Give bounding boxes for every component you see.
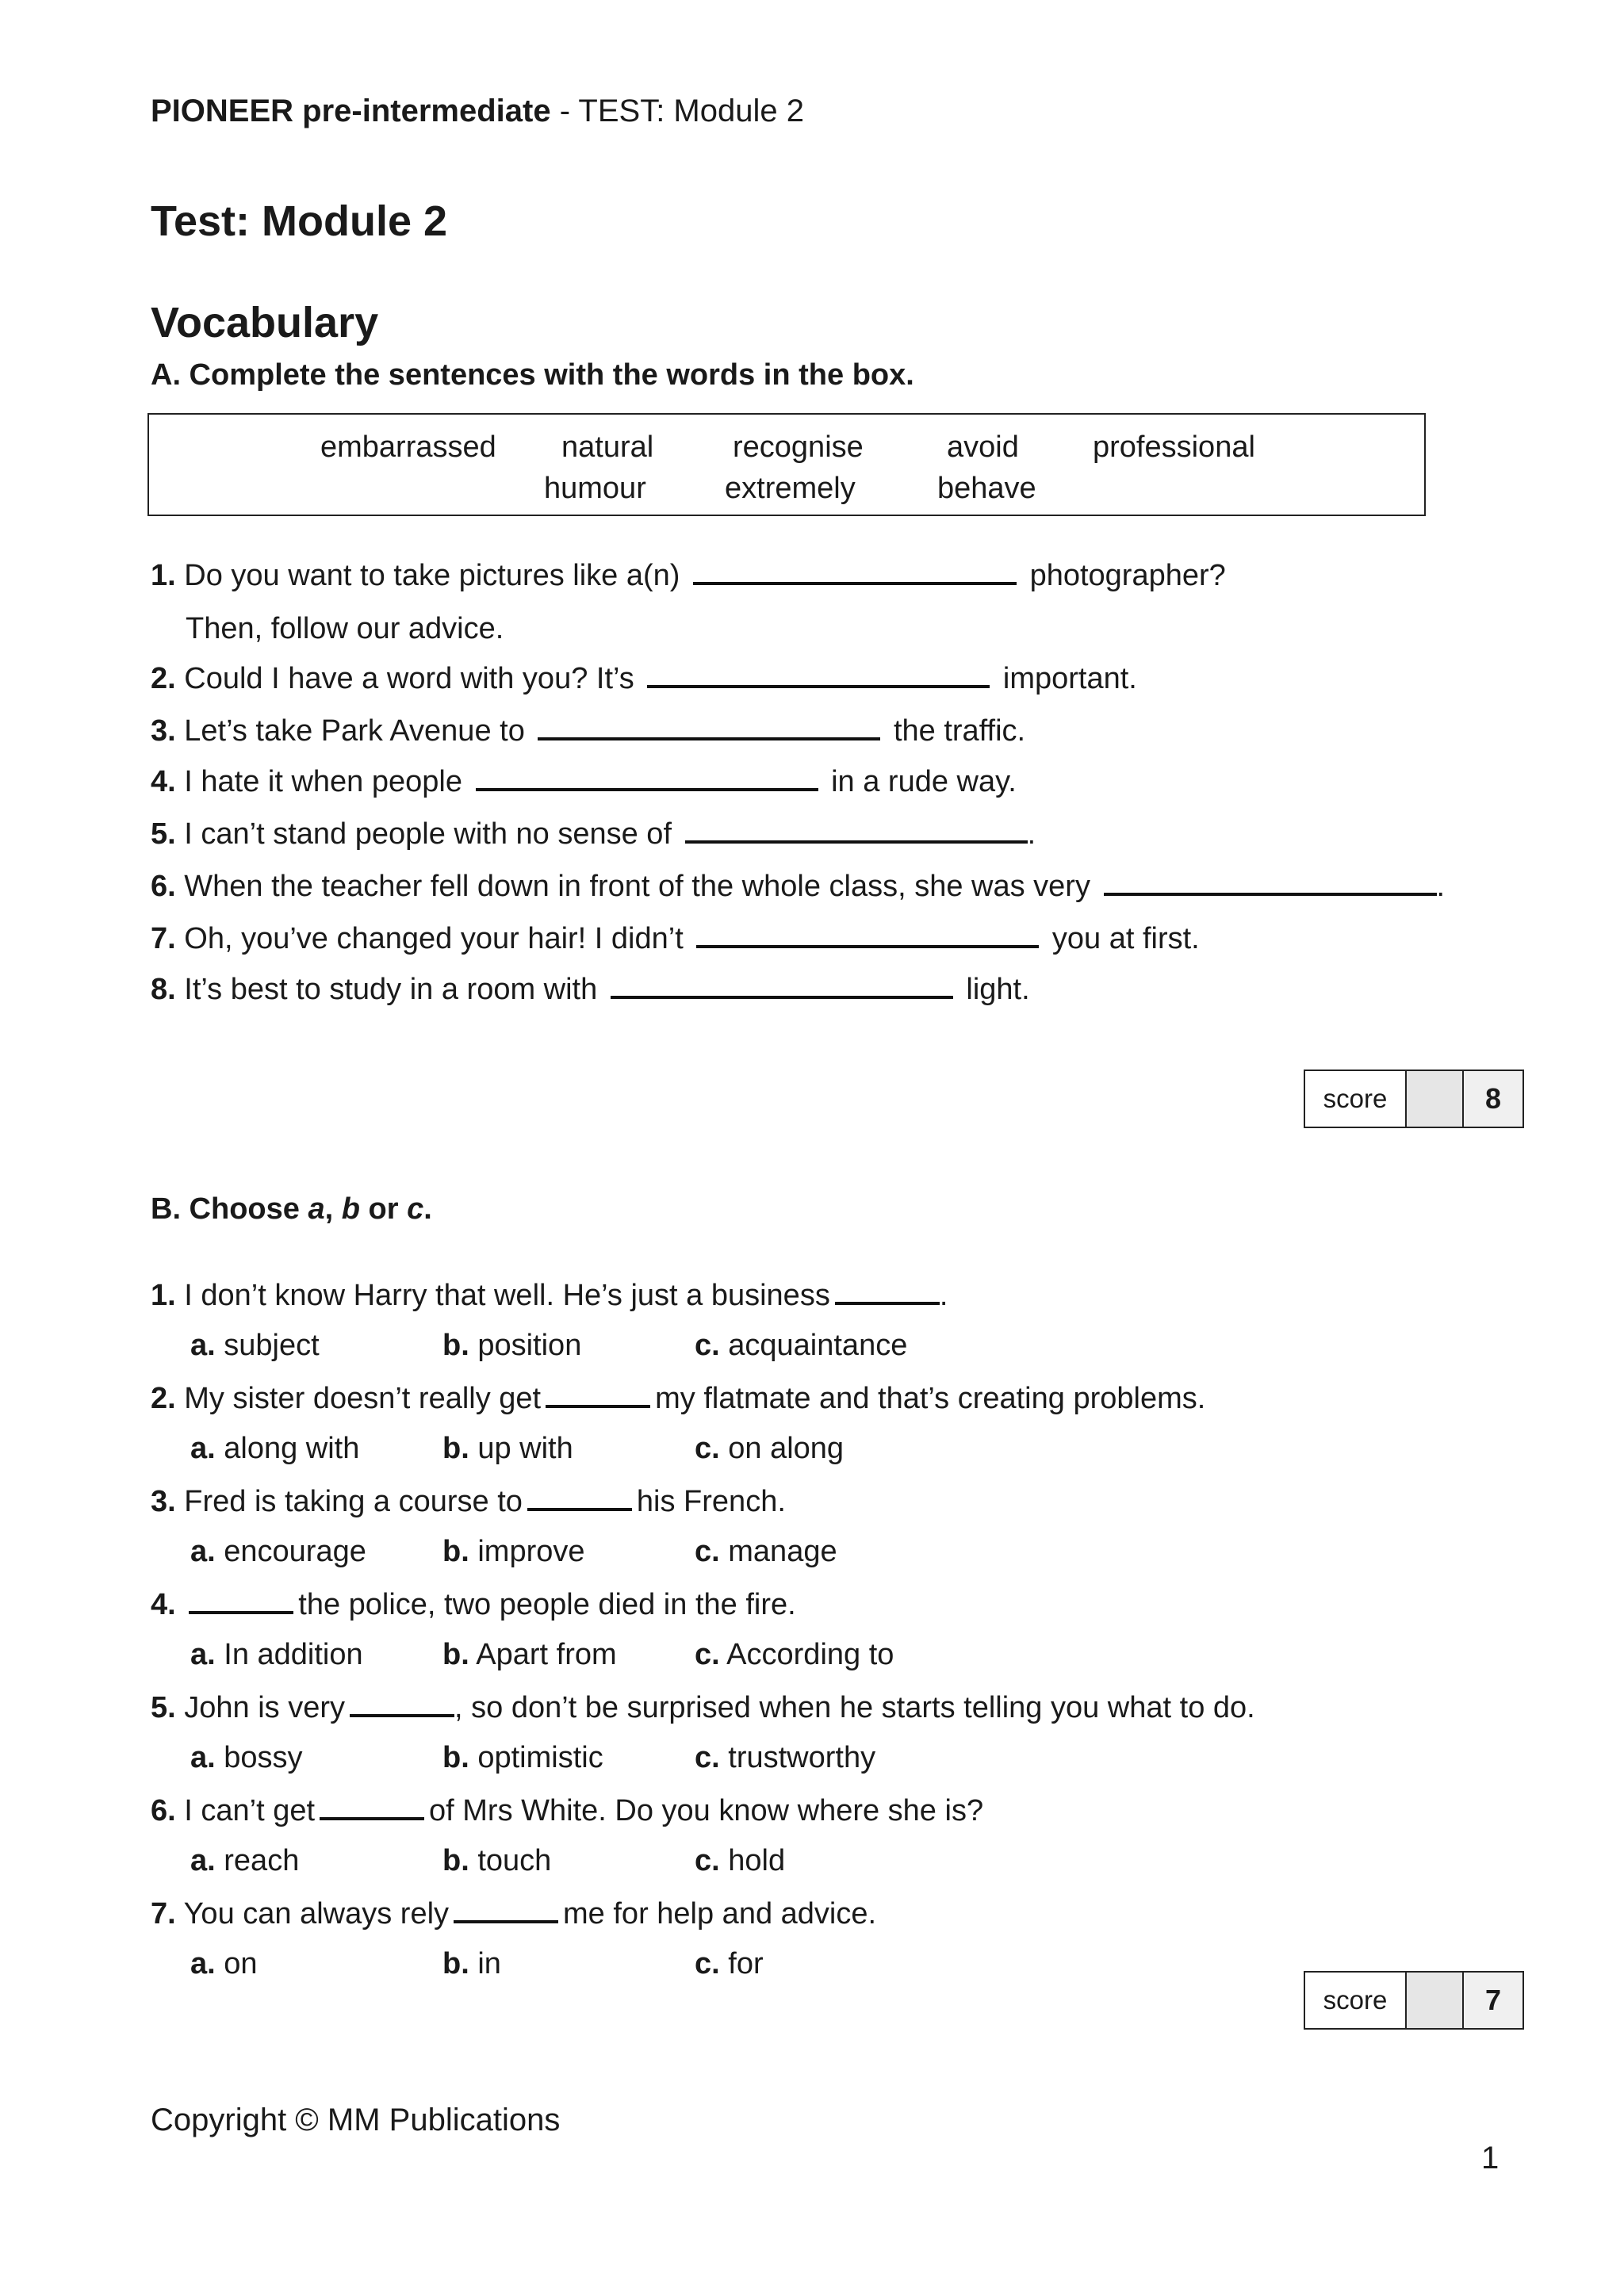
answer-blank[interactable] — [1104, 869, 1437, 896]
page-number: 1 — [1481, 2141, 1500, 2175]
question-text-before: It’s best to study in a room with — [184, 973, 598, 1006]
option-c[interactable] — [695, 1638, 894, 1672]
option-text: position — [477, 1329, 582, 1362]
score-entry-field[interactable] — [1407, 1071, 1464, 1127]
option-c[interactable] — [695, 1432, 844, 1466]
question-text-after: . — [1027, 817, 1036, 851]
score-box-a — [1304, 1070, 1524, 1128]
option-text: for — [728, 1947, 764, 1980]
question-number: 6. — [151, 1794, 176, 1827]
option-text: In addition — [224, 1638, 363, 1671]
question-number: 1. — [151, 1279, 176, 1312]
option-letter: b. — [442, 1844, 469, 1877]
a-question-8 — [151, 972, 1030, 1007]
question-text-before: Do you want to take pictures like a(n) — [184, 559, 680, 592]
option-letter: a. — [190, 1844, 216, 1877]
answer-blank[interactable] — [476, 764, 818, 791]
answer-blank[interactable] — [350, 1690, 454, 1717]
header-rest: - TEST: Module 2 — [550, 94, 804, 128]
word-box — [147, 413, 1426, 516]
a-question-5 — [151, 817, 1036, 851]
question-number: 5. — [151, 817, 176, 851]
option-letter: c. — [695, 1535, 720, 1568]
instr-or: or — [359, 1192, 408, 1226]
question-text-before: When the teacher fell down in front of the whole class, she was very — [184, 870, 1090, 903]
word-professional: professional — [1093, 430, 1255, 464]
answer-blank[interactable] — [647, 661, 990, 688]
b-question-1 — [151, 1278, 948, 1313]
option-letter: b. — [442, 1741, 469, 1774]
option-letter: c. — [695, 1432, 720, 1465]
question-number: 2. — [151, 662, 176, 695]
option-text: on along — [728, 1432, 845, 1465]
option-a[interactable] — [190, 1741, 303, 1775]
question-text-after: his French. — [636, 1485, 786, 1518]
word-behave: behave — [937, 472, 1036, 505]
b-question-4 — [151, 1587, 796, 1622]
score-max: 8 — [1464, 1071, 1522, 1127]
question-number: 3. — [151, 1485, 176, 1518]
question-number: 4. — [151, 765, 176, 798]
option-text: bossy — [224, 1741, 303, 1774]
question-text-after: , so don’t be surprised when he starts telling you what to do. — [454, 1691, 1255, 1724]
section-title: Vocabulary — [151, 299, 379, 346]
question-text-before: Oh, you’ve changed your hair! I didn’t — [184, 922, 684, 955]
option-text: improve — [477, 1535, 585, 1568]
question-text-before: I can’t stand people with no sense of — [184, 817, 672, 851]
option-letter: a. — [190, 1432, 216, 1465]
question-text-after: my flatmate and that’s creating problems. — [655, 1382, 1206, 1415]
option-a[interactable] — [190, 1432, 359, 1466]
question-number: 5. — [151, 1691, 176, 1724]
option-a[interactable] — [190, 1329, 320, 1363]
question-text-before: Fred is taking a course to — [184, 1485, 523, 1518]
question-text-before: You can always rely — [183, 1897, 450, 1931]
question-text-after: photographer? — [1029, 559, 1226, 592]
option-b[interactable] — [442, 1844, 551, 1878]
b-question-2 — [151, 1381, 1205, 1416]
option-text: optimistic — [477, 1741, 603, 1774]
question-text-after: in a rude way. — [831, 765, 1017, 798]
instr-sep: , — [324, 1192, 342, 1226]
question-number: 4. — [151, 1588, 176, 1621]
question-text-before: John is very — [184, 1691, 346, 1724]
question-text-before: Let’s take Park Avenue to — [184, 714, 525, 748]
option-c[interactable] — [695, 1844, 785, 1878]
option-b[interactable] — [442, 1535, 585, 1569]
option-letter: a. — [190, 1947, 216, 1980]
score-entry-field[interactable] — [1407, 1973, 1464, 2028]
question-text-before: I don’t know Harry that well. He’s just a business — [184, 1279, 830, 1312]
option-letter: c. — [695, 1741, 720, 1774]
part-b-instruction — [151, 1192, 432, 1226]
header-brand: PIONEER pre-intermediate — [151, 94, 551, 128]
option-letter: a. — [190, 1535, 216, 1568]
option-a[interactable] — [190, 1638, 363, 1672]
question-number: 7. — [151, 1897, 176, 1931]
option-text: touch — [477, 1844, 552, 1877]
part-a-instruction: A. Complete the sentences with the words in the box. — [151, 358, 914, 392]
score-label: score — [1305, 1973, 1407, 2028]
a-question-7 — [151, 921, 1200, 956]
option-text: acquaintance — [728, 1329, 908, 1362]
a-question-6 — [151, 869, 1445, 904]
option-c[interactable] — [695, 1741, 875, 1775]
option-letter: c. — [695, 1947, 720, 1980]
option-text: According to — [726, 1638, 894, 1671]
option-b[interactable] — [442, 1947, 501, 1981]
word-recognise: recognise — [733, 430, 864, 464]
instr-end: . — [423, 1192, 432, 1226]
question-text-before: I hate it when people — [184, 765, 462, 798]
option-text: on — [224, 1947, 258, 1980]
option-text: manage — [728, 1535, 837, 1568]
question-number: 7. — [151, 922, 176, 955]
option-a[interactable] — [190, 1844, 299, 1878]
question-text-before: Could I have a word with you? It’s — [184, 662, 634, 695]
option-text: hold — [728, 1844, 786, 1877]
option-c[interactable] — [695, 1329, 907, 1363]
answer-blank[interactable] — [611, 972, 953, 999]
option-letter: a. — [190, 1638, 216, 1671]
option-letter: b. — [442, 1535, 469, 1568]
option-b[interactable] — [442, 1741, 603, 1775]
option-text: subject — [224, 1329, 320, 1362]
option-text: up with — [477, 1432, 573, 1465]
question-number: 1. — [151, 559, 176, 592]
question-number: 2. — [151, 1382, 176, 1415]
a-question-1-continuation: Then, follow our advice. — [186, 612, 504, 645]
question-text-before: I can’t get — [184, 1794, 316, 1827]
question-number: 8. — [151, 973, 176, 1006]
question-text-after: of Mrs White. Do you know where she is? — [429, 1794, 984, 1827]
option-c[interactable] — [695, 1535, 837, 1569]
option-text: reach — [224, 1844, 300, 1877]
option-letter: b. — [442, 1638, 469, 1671]
b-question-6 — [151, 1793, 983, 1828]
b-question-3 — [151, 1484, 786, 1519]
question-text-after: the police, two people died in the fire. — [298, 1588, 796, 1621]
answer-blank[interactable] — [527, 1484, 632, 1511]
option-a[interactable] — [190, 1947, 258, 1981]
a-question-1 — [151, 558, 1226, 593]
test-title: Test: Module 2 — [151, 197, 448, 245]
answer-blank[interactable] — [189, 1587, 293, 1614]
question-text-after: . — [1436, 870, 1446, 903]
question-number: 3. — [151, 714, 176, 748]
answer-blank[interactable] — [693, 558, 1017, 585]
word-avoid: avoid — [947, 430, 1019, 464]
option-b[interactable] — [442, 1329, 581, 1363]
option-text: encourage — [224, 1535, 366, 1568]
question-text-after: the traffic. — [893, 714, 1026, 748]
word-humour: humour — [544, 472, 646, 505]
question-text-after: me for help and advice. — [563, 1897, 877, 1931]
option-a[interactable] — [190, 1535, 366, 1569]
option-c[interactable] — [695, 1947, 764, 1981]
score-label: score — [1305, 1071, 1407, 1127]
question-text-after: light. — [966, 973, 1030, 1006]
answer-blank[interactable] — [546, 1381, 650, 1408]
instr-a: a — [308, 1192, 325, 1226]
option-letter: c. — [695, 1638, 720, 1671]
question-text-after: important. — [1002, 662, 1137, 695]
option-text: Apart from — [476, 1638, 617, 1671]
word-natural: natural — [561, 430, 654, 464]
a-question-2 — [151, 661, 1137, 696]
b-question-5 — [151, 1690, 1255, 1725]
score-max: 7 — [1464, 1973, 1522, 2028]
a-question-3 — [151, 714, 1025, 748]
option-letter: a. — [190, 1741, 216, 1774]
option-b[interactable] — [442, 1432, 573, 1466]
instr-prefix: B. Choose — [151, 1192, 308, 1226]
answer-blank[interactable] — [320, 1793, 424, 1820]
option-text: trustworthy — [728, 1741, 876, 1774]
instr-c: c — [407, 1192, 424, 1226]
option-letter: b. — [442, 1329, 469, 1362]
option-text: along with — [224, 1432, 360, 1465]
a-question-4 — [151, 764, 1017, 799]
score-box-b — [1304, 1971, 1524, 2030]
instr-b: b — [341, 1192, 360, 1226]
option-letter: a. — [190, 1329, 216, 1362]
question-text-before: My sister doesn’t really get — [184, 1382, 542, 1415]
copyright: Copyright © MM Publications — [151, 2103, 561, 2137]
option-letter: b. — [442, 1947, 469, 1980]
option-letter: c. — [695, 1844, 720, 1877]
option-b[interactable] — [442, 1638, 617, 1672]
answer-blank[interactable] — [835, 1278, 940, 1305]
word-embarrassed: embarrassed — [320, 430, 496, 464]
answer-blank[interactable] — [454, 1896, 558, 1923]
word-extremely: extremely — [725, 472, 856, 505]
b-question-7 — [151, 1896, 876, 1931]
option-letter: b. — [442, 1432, 469, 1465]
question-text-after: you at first. — [1051, 922, 1200, 955]
option-letter: c. — [695, 1329, 720, 1362]
answer-blank[interactable] — [696, 921, 1039, 948]
question-number: 6. — [151, 870, 176, 903]
option-text: in — [477, 1947, 501, 1980]
page-header — [151, 94, 804, 129]
question-text-after: . — [939, 1279, 948, 1312]
answer-blank[interactable] — [538, 714, 880, 740]
answer-blank[interactable] — [685, 817, 1028, 844]
